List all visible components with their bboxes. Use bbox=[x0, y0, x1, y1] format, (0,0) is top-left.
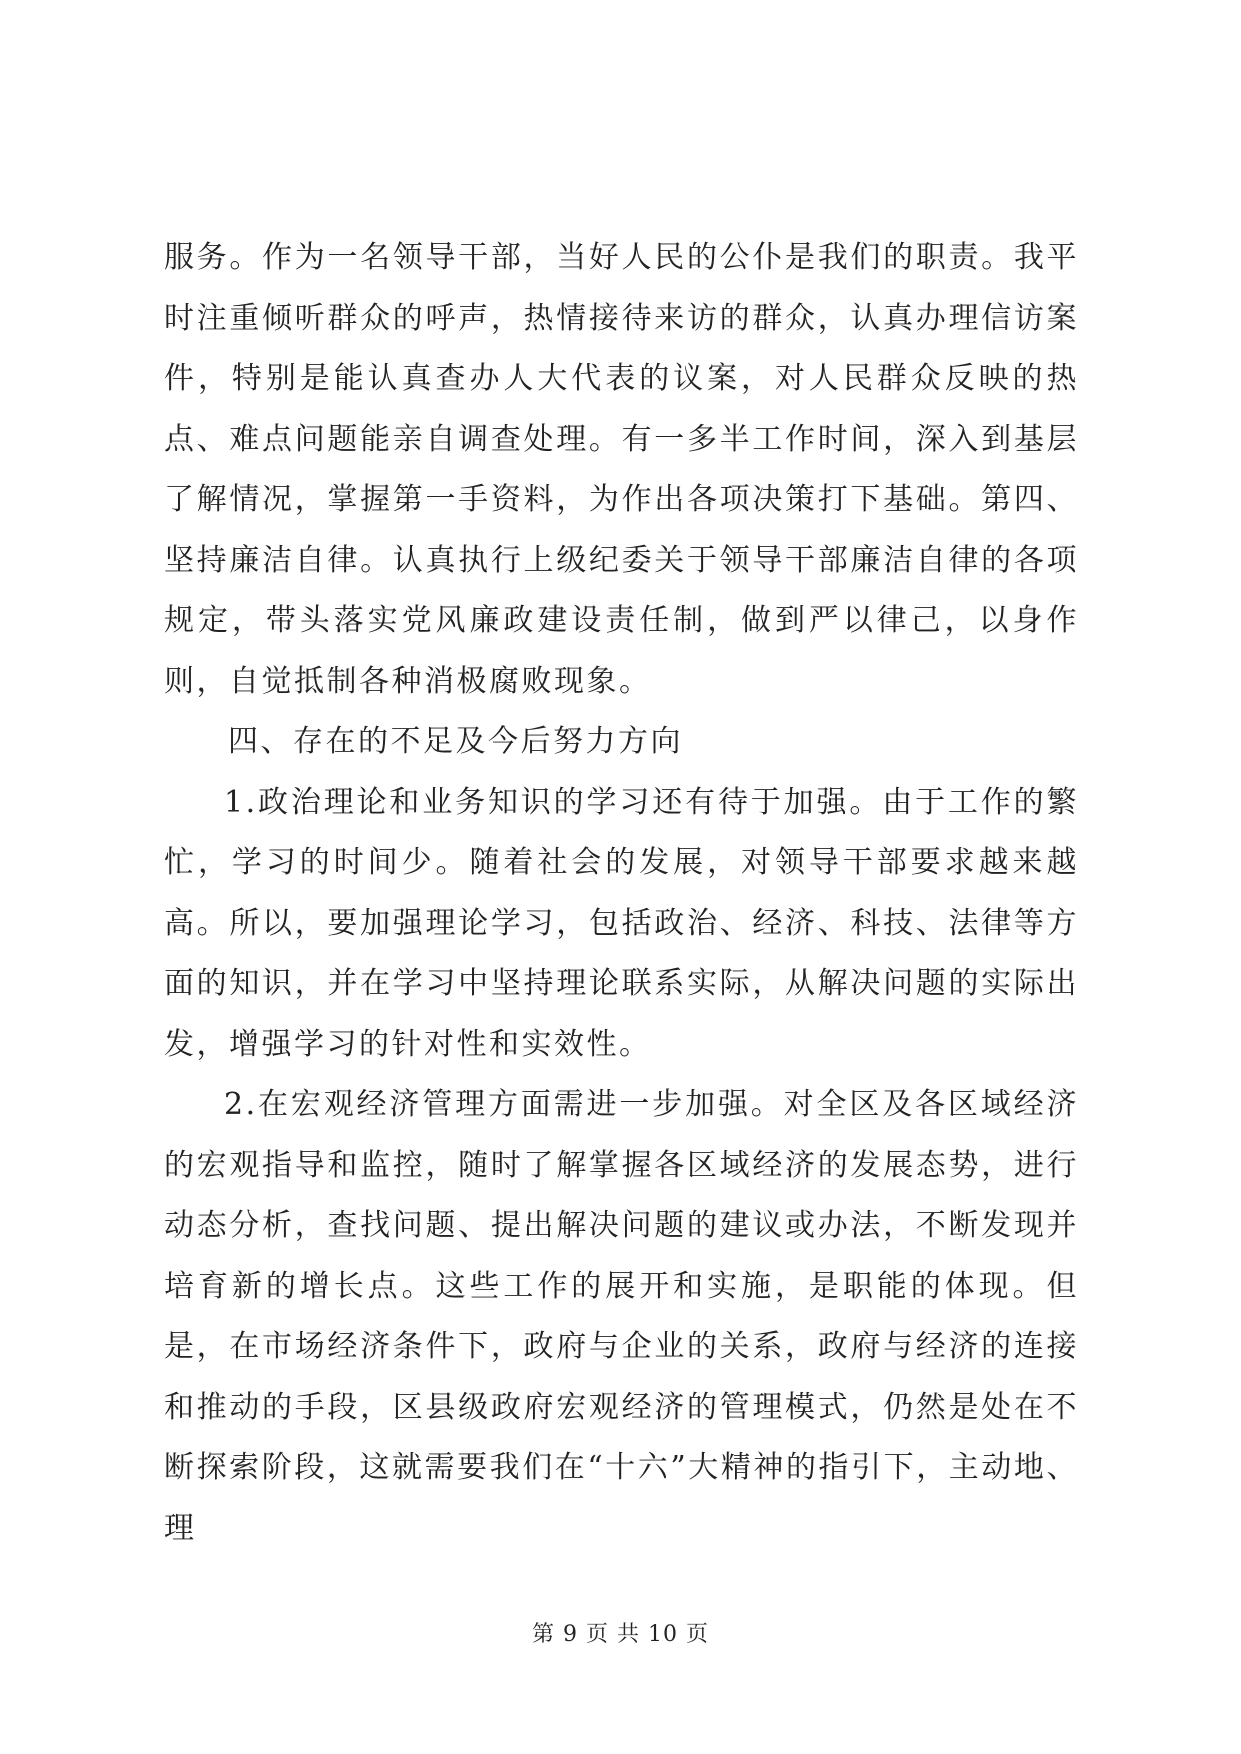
page-footer: 第 9 页 共 10 页 bbox=[532, 1622, 709, 1647]
paragraph-item-1: 1.政治理论和业务知识的学习还有待于加强。由于工作的繁忙，学习的时间少。随着社会的发展，对领导干部要求越来越高。所以，要加强理论学习，包括政治、经济、科技、法律等方面的知识，并在学习中坚持理论联系实际，从解决问题的实际出发，增强学习的针对性和实效性。 bbox=[164, 784, 1079, 1062]
document-body bbox=[164, 228, 1079, 1559]
paragraph-continued: 服务。作为一名领导干部，当好人民的公仆是我们的职责。我平时注重倾听群众的呼声，热情接待来访的群众，认真办理信访案件，特别是能认真查办人大代表的议案，对人民群众反映的热点、难点问题能亲自调查处理。有一多半工作时间，深入到基层了解情况，掌握第一手资料，为作出各项决策打下基础。第四、坚持廉洁自律。认真执行上级纪委关于领导干部廉洁自律的各项规定，带头落实党风廉政建设责任制，做到严以律己，以身作则，自觉抵制各种消极腐败现象。 bbox=[164, 240, 1079, 699]
paragraph-item-2: 2.在宏观经济管理方面需进一步加强。对全区及各区域经济的宏观指导和监控，随时了解掌握各区域经济的发展态势，进行动态分析，查找问题、提出解决问题的建议或办法，不断发现并培育新的增长点。这些工作的展开和实施，是职能的体现。但是，在市场经济条件下，政府与企业的关系，政府与经济的连接和推动的手段，区县级政府宏观经济的管理模式，仍然是处在不断探索阶段，这就需要我们在“十六”大精神的指引下，主动地、理 bbox=[164, 1087, 1079, 1546]
section-heading: 四、存在的不足及今后努力方向 bbox=[228, 724, 683, 759]
